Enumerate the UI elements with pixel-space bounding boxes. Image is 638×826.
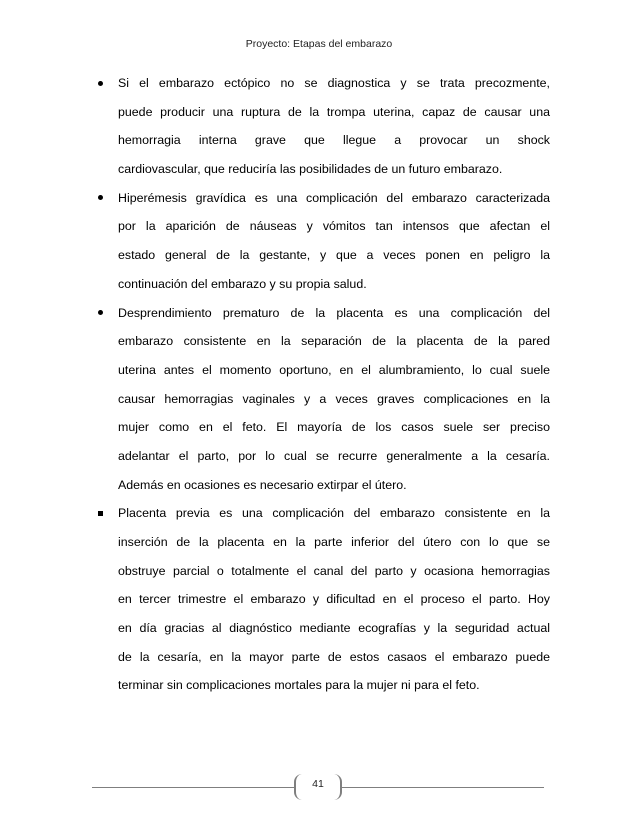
- text-line: continuación del embarazo y su propia salud.: [118, 276, 367, 291]
- text-line: por la aparición de náuseas y vómitos tan intensos que afectan el: [118, 219, 550, 234]
- text-line: cardiovascular, que reduciría las posibilidades de un futuro embarazo.: [118, 162, 503, 177]
- text-line: causar hemorragias vaginales y a veces graves complicaciones en la: [118, 391, 550, 406]
- text-line: en tercer trimestre el embarazo y dificultad en el proceso el parto. Hoy: [118, 592, 550, 607]
- text-line: hemorragia interna grave que llegue a provocar un shock: [118, 133, 550, 148]
- text-line: estado general de la gestante, y que a veces ponen en peligro la: [118, 248, 550, 263]
- list-item: [118, 187, 550, 295]
- text-line: embarazo consistente en la separación de la placenta de la pared: [118, 334, 550, 349]
- list-item: [118, 502, 550, 696]
- text-line: Si el embarazo ectópico no se diagnostica y se trata precozmente,: [118, 76, 550, 90]
- text-line: obstruye parcial o totalmente el canal del parto y ocasiona hemorragias: [118, 563, 550, 578]
- text-line: en día gracias al diagnóstico mediante ecografías y la seguridad actual: [118, 621, 550, 636]
- bullet-square-icon: [94, 502, 106, 524]
- text-line: uterina antes el momento oportuno, en el alumbramiento, lo cual suele: [118, 362, 550, 377]
- bullet-dot-icon: [94, 187, 106, 209]
- page-footer: [0, 770, 638, 800]
- page-header: Proyecto: Etapas del embarazo: [245, 38, 393, 50]
- footer-divider-left: [92, 787, 294, 788]
- bullet-list: [118, 72, 550, 703]
- text-line: mujer como en el feto. El mayoría de los casos suele ser preciso: [118, 420, 550, 435]
- list-item: [118, 72, 550, 180]
- bullet-dot-icon: [94, 302, 106, 324]
- text-line: adelantar el parto, por lo cual se recurre generalmente a la cesaría.: [118, 448, 550, 463]
- page-number: 41: [312, 778, 324, 790]
- text-line: Hiperémesis gravídica es una complicación del embarazo caracterizada: [118, 190, 550, 205]
- footer-divider-right: [342, 787, 544, 788]
- text-line: terminar sin complicaciones mortales para la mujer ni para el feto.: [118, 678, 480, 693]
- text-line: Placenta previa es una complicación del embarazo consistente en la: [118, 506, 550, 521]
- text-line: Además en ocasiones es necesario extirpar el útero.: [118, 477, 407, 492]
- text-line: de la cesaría, en la mayor parte de estos casaos el embarazo puede: [118, 649, 550, 664]
- text-line: puede producir una ruptura de la trompa uterina, capaz de causar una: [118, 104, 550, 119]
- text-line: Desprendimiento prematuro de la placenta es una complicación del: [118, 305, 550, 320]
- bullet-dot-icon: [94, 72, 106, 94]
- text-line: inserción de la placenta en la parte inferior del útero con lo que se: [118, 535, 550, 549]
- list-item: [118, 302, 550, 496]
